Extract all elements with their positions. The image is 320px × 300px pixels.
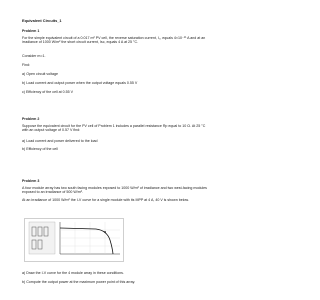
- problem-2-part-b: b) Efficiency of the cell: [22, 147, 58, 151]
- iv-curve-figure: [24, 218, 124, 262]
- problem-3-part-b: b) Compute the output power at the maximum power point of this array.: [22, 280, 136, 284]
- problem-1-part-c: c) Efficiency of the cell at 0.55 V: [22, 90, 74, 94]
- problem-3-intro: A four module array has two south facing modules exposed to 1000 W/m² of irradiance and two west-facing modules exposed to an irradiance of 500 W/m².: [22, 186, 207, 195]
- problem-1-part-a: a) Open circuit voltage: [22, 72, 58, 76]
- problem-1-find: Find:: [22, 63, 30, 67]
- problem-1-heading: Problem 1: [22, 29, 40, 33]
- problem-3-part-a: a) Draw the I-V curve for the 4 module array in these conditions.: [22, 271, 124, 275]
- problem-2-part-a: a) Load current and power delivered to the load: [22, 139, 98, 143]
- problem-3-heading: Problem 3: [22, 179, 40, 183]
- document-title: Equivalent Circuits_1: [22, 18, 62, 23]
- iv-curve-graphic: [24, 218, 124, 262]
- problem-1-consider: Consider m=1.: [22, 54, 46, 58]
- problem-1-part-b: b) Load current and output power when the output voltage equals 0.55 V: [22, 81, 138, 85]
- problem-3-detail: At an irradiance of 1000 W/m² the I-V curve for a single module with its MPP at 4 A, 40 V is shown below.: [22, 198, 189, 202]
- problem-2-heading: Problem 2: [22, 117, 40, 121]
- mpp-point: [104, 231, 106, 233]
- problem-2-intro: Suppose the equivalent circuit for the PV cell of Problem 1 includes a parallel resistance Rp equal to 10 Ω. At 25 °C with an output voltage of 0.57 V find:: [22, 124, 206, 133]
- problem-1-intro: For the simple equivalent circuit of a 0.017 m² PV cell, the reverse saturation current, I₀, equals 4×10⁻¹¹ A and at an irradiance of 1000 W/m² the short circuit current, Isc, equals 4 A at 25 °C.: [22, 36, 206, 45]
